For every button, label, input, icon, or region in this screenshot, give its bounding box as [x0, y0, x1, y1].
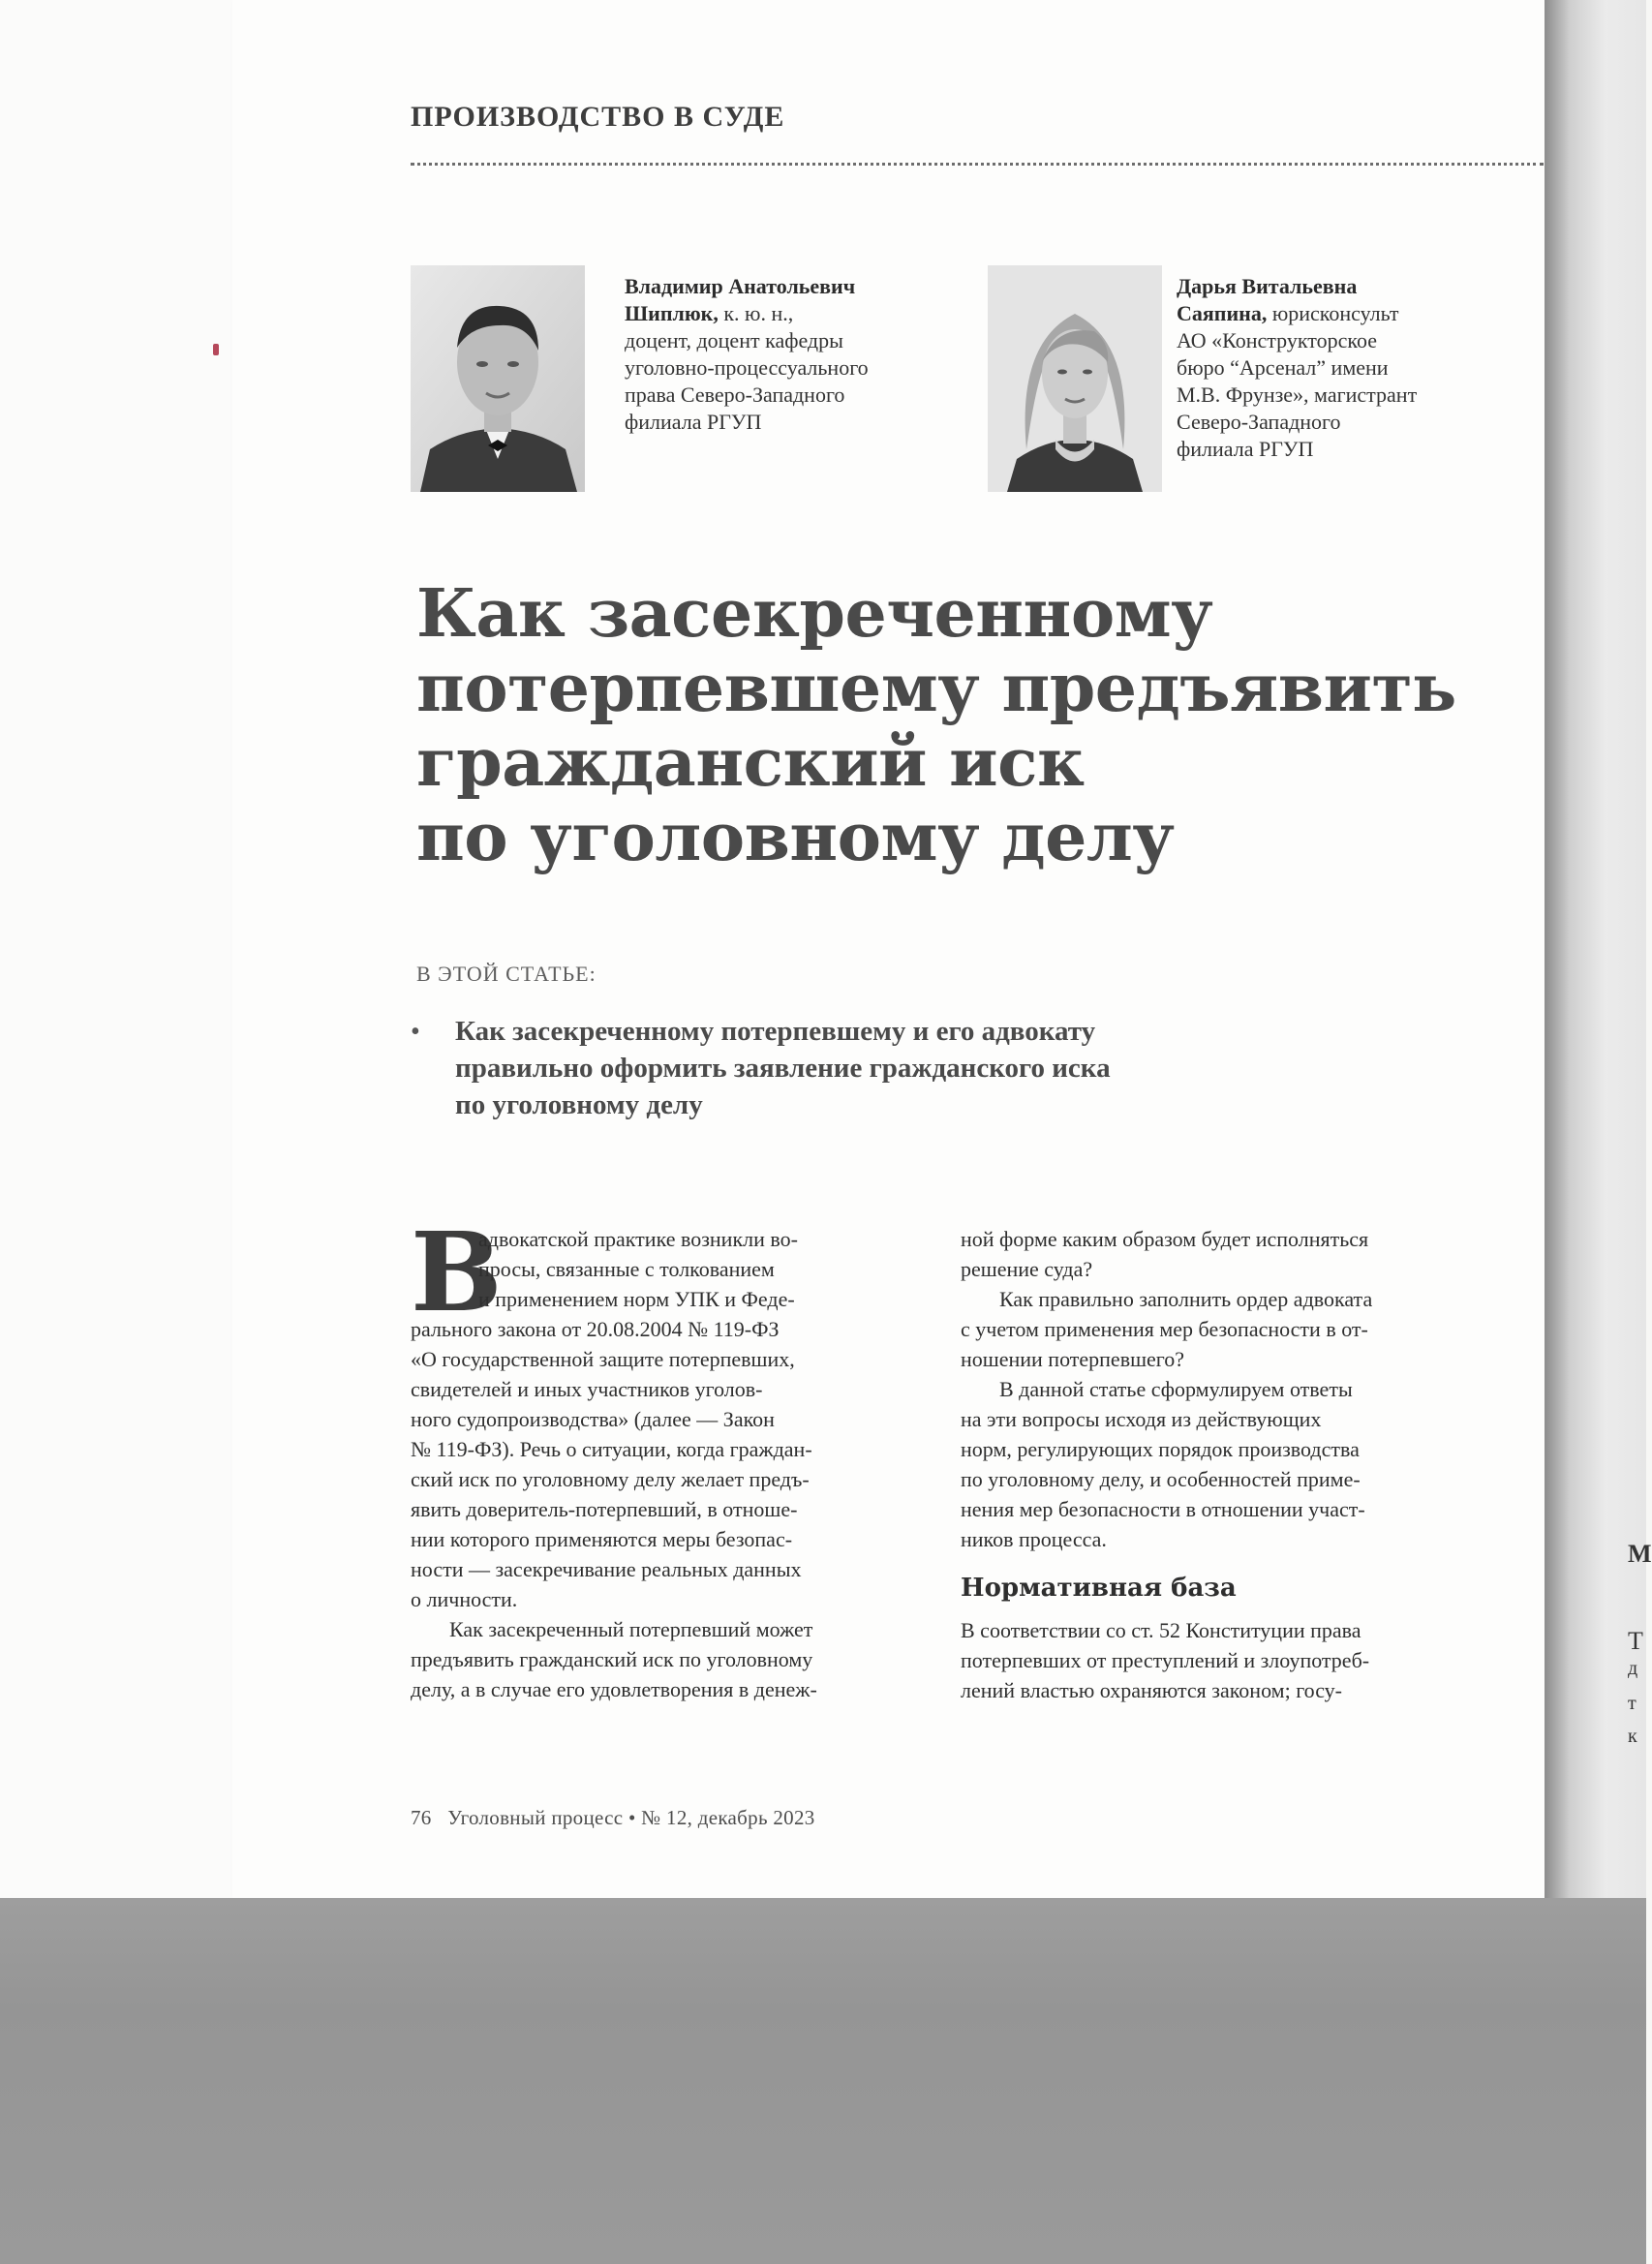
body-line: просы, связанные с толкованием: [478, 1257, 775, 1281]
author-photo-2: [988, 265, 1162, 492]
body-line: свидетелей и иных участников уголов-: [411, 1377, 763, 1401]
dotted-rule: [411, 163, 1544, 166]
page-number: 76: [411, 1806, 432, 1829]
body-line: нии которого применяются меры безопас-: [411, 1527, 793, 1551]
author-degree: к. ю. н.,: [723, 301, 794, 325]
body-line: на эти вопросы исходя из действующих: [961, 1407, 1322, 1431]
author-title-line: Северо-Западного: [1177, 410, 1341, 434]
bullet-icon: •: [411, 1017, 420, 1047]
bullet-line: по уголовному делу: [455, 1089, 703, 1120]
body-line: решение суда?: [961, 1257, 1093, 1281]
author-title-line: АО «Конструкторское: [1177, 328, 1377, 352]
author-title-line: филиала РГУП: [1177, 437, 1314, 461]
body-line: ности — засекречивание реальных данных: [411, 1557, 802, 1581]
body-line: лений властью охраняются законом; госу-: [961, 1678, 1343, 1702]
page-footer: [411, 1806, 815, 1830]
title-line: по уголовному делу: [416, 799, 1175, 876]
drop-cap: В: [411, 1209, 503, 1336]
next-page-fragment: Т: [1628, 1627, 1643, 1655]
footer-separator: •: [627, 1806, 642, 1829]
next-page-fragment: т: [1628, 1693, 1637, 1714]
author-name: Дарья Витальевна: [1177, 274, 1358, 298]
body-line: Как засекреченный потерпевший может: [449, 1617, 813, 1641]
author-title-line: доцент, доцент кафедры: [625, 328, 843, 352]
body-line: № 119-ФЗ). Речь о ситуации, когда граждан-: [411, 1437, 812, 1461]
body-line: явить доверитель-потерпевший, в отноше-: [411, 1497, 798, 1521]
author-info-1: [625, 273, 934, 436]
in-article-label: В ЭТОЙ СТАТЬЕ:: [416, 962, 597, 986]
body-line: и применением норм УПК и Феде-: [478, 1287, 795, 1311]
author-surname: Шиплюк,: [625, 301, 719, 325]
author-title-line: юрисконсульт: [1271, 301, 1399, 325]
body-line: о личности.: [411, 1587, 518, 1611]
author-photo-1: [411, 265, 585, 492]
title-line: гражданский иск: [416, 724, 1085, 802]
body-line: предъявить гражданский иск по уголовному: [411, 1647, 813, 1671]
journal-name: Уголовный процесс: [447, 1806, 624, 1829]
author-info-2: [1177, 273, 1486, 463]
scan-left-margin: [0, 0, 232, 1898]
body-column-left: [411, 1224, 924, 1704]
issue-info: № 12, декабрь 2023: [641, 1806, 815, 1829]
body-line: адвокатской практике возникли во-: [478, 1227, 798, 1251]
body-line: ношении потерпевшего?: [961, 1347, 1185, 1371]
article-summary-bullet: [455, 1013, 1298, 1123]
bullet-line: правильно оформить заявление гражданского иска: [455, 1053, 1111, 1084]
body-line: делу, а в случае его удовлетворения в денеж-: [411, 1677, 817, 1701]
body-column-right: [961, 1224, 1474, 1705]
body-line: ного судопроизводства» (далее — Закон: [411, 1407, 775, 1431]
author-title-line: бюро “Арсенал” имени: [1177, 355, 1389, 380]
author-name: Владимир Анатольевич: [625, 274, 856, 298]
body-line: норм, регулирующих порядок производства: [961, 1437, 1360, 1461]
body-line: рального закона от 20.08.2004 № 119-ФЗ: [411, 1317, 780, 1341]
next-page-fragment: к: [1628, 1726, 1637, 1747]
author-surname: Саяпина,: [1177, 301, 1268, 325]
margin-mark: [213, 344, 219, 355]
body-line: ский иск по уголовному делу желает предъ-: [411, 1467, 810, 1491]
bullet-line: Как засекреченному потерпевшему и его адвокату: [455, 1016, 1096, 1047]
author-title-line: М.В. Фрунзе», магистрант: [1177, 382, 1418, 407]
body-line: с учетом применения мер безопасности в от-: [961, 1317, 1368, 1341]
body-line: В соответствии со ст. 52 Конституции права: [961, 1618, 1361, 1642]
body-line: ной форме каким образом будет исполняться: [961, 1227, 1369, 1251]
section-subheading: Нормативная база: [961, 1574, 1237, 1603]
author-title-line: уголовно-процессуального: [625, 355, 869, 380]
next-page-fragment: д: [1628, 1658, 1638, 1679]
next-page-edge: [1545, 0, 1652, 1898]
title-line: потерпевшему предъявить: [416, 650, 1456, 727]
author-title-line: филиала РГУП: [625, 410, 762, 434]
body-line: потерпевших от преступлений и злоупотреб-: [961, 1648, 1370, 1672]
section-label: ПРОИЗВОДСТВО В СУДЕ: [411, 101, 785, 133]
body-line: «О государственной защите потерпевших,: [411, 1347, 795, 1371]
scanner-background: [0, 1898, 1646, 2264]
body-line: нения мер безопасности в отношении участ-: [961, 1497, 1365, 1521]
author-title-line: права Северо-Западного: [625, 382, 845, 407]
title-line: Как засекреченному: [416, 575, 1213, 653]
body-line: ников процесса.: [961, 1527, 1107, 1551]
next-page-fragment: М: [1628, 1540, 1652, 1568]
article-title: [416, 577, 1501, 875]
body-line: по уголовному делу, и особенностей приме-: [961, 1467, 1361, 1491]
body-line: В данной статье сформулируем ответы: [999, 1377, 1353, 1401]
body-line: Как правильно заполнить ордер адвоката: [999, 1287, 1373, 1311]
